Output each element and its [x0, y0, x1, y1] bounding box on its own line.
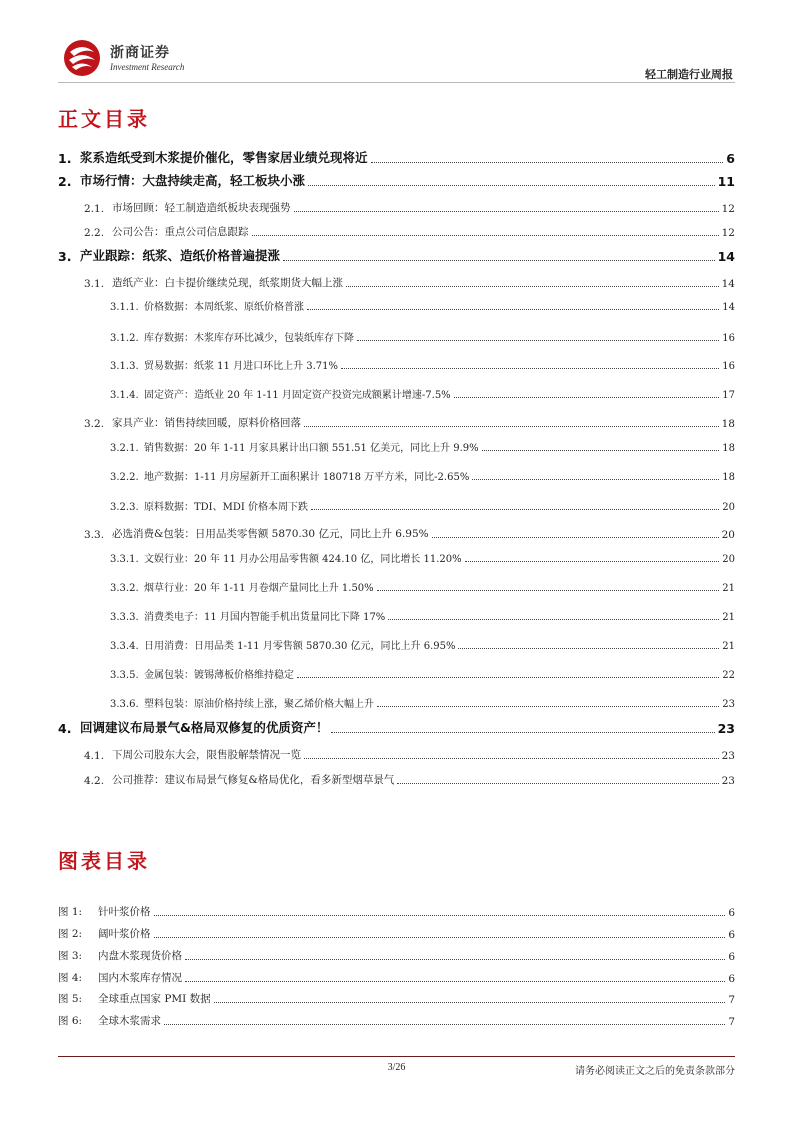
header-divider — [58, 82, 735, 83]
entry-number: 3.3. — [84, 529, 105, 541]
entry-title: 价格数据：本周纸浆、原纸价格普涨 — [144, 302, 304, 313]
entry-number: 3.1.3. — [110, 361, 139, 372]
toc-entry-level-3[interactable] — [110, 607, 735, 623]
dot-leader — [371, 162, 724, 163]
logo-chinese-name: 浙商证券 — [110, 45, 170, 61]
entry-number: 3.1.2. — [110, 333, 139, 344]
entry-number: 3.1. — [84, 278, 105, 290]
entry-title: 市场行情：大盘持续走高，轻工板块小涨 — [80, 173, 306, 188]
entry-number: 3.3.6. — [110, 699, 139, 710]
figure-list-entry[interactable] — [58, 947, 735, 963]
logo-english-name: Investment Research — [110, 62, 185, 72]
entry-title: 文娱行业：20 年 11 月办公用品零售额 424.10 亿，同比增长 11.20% — [144, 554, 462, 565]
toc-entry-level-2[interactable] — [84, 274, 735, 290]
entry-title: 全球木浆需求 — [98, 1015, 161, 1027]
dot-leader — [304, 426, 719, 427]
figure-list-heading: 图表目录 — [58, 849, 150, 873]
figure-list-entry[interactable] — [58, 990, 735, 1006]
entry-title: 市场回顾：轻工制造造纸板块表现强势 — [112, 202, 291, 214]
dot-leader — [164, 1024, 725, 1025]
entry-page-number: 6 — [728, 907, 735, 919]
entry-title: 固定资产：造纸业 20 年 1-11 月固定资产投资完成额累计增速-7.5% — [144, 390, 451, 401]
dot-leader — [283, 260, 715, 261]
toc-entry-level-2[interactable] — [84, 414, 735, 430]
entry-page-number: 14 — [717, 249, 735, 264]
dot-leader — [311, 509, 719, 510]
toc-entry-level-2[interactable] — [84, 771, 735, 787]
entry-title: 浆系造纸受到木浆提价催化，零售家居业绩兑现将近 — [80, 150, 368, 165]
dot-leader — [304, 758, 719, 759]
entry-page-number: 17 — [722, 390, 735, 401]
figure-list-entry[interactable] — [58, 903, 735, 919]
toc-entry-level-3[interactable] — [110, 694, 735, 710]
entry-page-number: 22 — [722, 670, 735, 681]
entry-page-number: 6 — [728, 973, 735, 985]
entry-number: 3.3.4. — [110, 641, 139, 652]
entry-page-number: 6 — [728, 951, 735, 963]
footer-divider — [58, 1056, 735, 1057]
dot-leader — [377, 706, 719, 707]
entry-title: 日用消费：日用品类 1-11 月零售额 5870.30 亿元，同比上升 6.95% — [144, 641, 456, 652]
entry-number: 图 1: — [58, 906, 83, 918]
entry-page-number: 18 — [722, 472, 735, 483]
entry-number: 3.1.1. — [110, 302, 139, 313]
entry-title: 消费类电子：11 月国内智能手机出货量同比下降 17% — [144, 612, 386, 623]
dot-leader — [341, 368, 719, 369]
zheshang-logo-icon — [60, 38, 104, 78]
toc-entry-level-2[interactable] — [84, 199, 735, 215]
entry-page-number: 6 — [726, 151, 735, 166]
company-logo — [60, 38, 185, 78]
dot-leader — [294, 211, 719, 212]
figure-list-entry[interactable] — [58, 925, 735, 941]
figure-list-entry[interactable] — [58, 1012, 735, 1028]
dot-leader — [308, 185, 715, 186]
report-title: 轻工制造行业周报 — [645, 68, 733, 81]
figure-list-entry[interactable] — [58, 969, 735, 985]
toc-heading: 正文目录 — [58, 107, 150, 131]
entry-number: 2.2. — [84, 227, 105, 239]
dot-leader — [252, 235, 719, 236]
entry-page-number: 23 — [717, 721, 735, 736]
entry-number: 3.2.1. — [110, 443, 139, 454]
dot-leader — [331, 732, 714, 733]
dot-leader — [357, 340, 719, 341]
toc-entry-level-3[interactable] — [110, 356, 735, 372]
entry-number: 图 5: — [58, 993, 83, 1005]
entry-number: 1. — [58, 151, 72, 166]
entry-number: 2. — [58, 174, 72, 189]
entry-page-number: 12 — [721, 203, 735, 215]
entry-title: 回调建议布局景气&格局双修复的优质资产！ — [80, 720, 329, 735]
toc-entry-level-3[interactable] — [110, 665, 735, 681]
entry-number: 图 6: — [58, 1015, 83, 1027]
entry-page-number: 6 — [728, 929, 735, 941]
toc-entry-level-3[interactable] — [110, 438, 735, 454]
entry-title: 家具产业：销售持续回暖，原料价格回落 — [112, 417, 301, 429]
entry-title: 内盘木浆现货价格 — [98, 950, 182, 962]
entry-number: 3.3.5. — [110, 670, 139, 681]
entry-title: 造纸产业：白卡提价继续兑现，纸浆期货大幅上涨 — [112, 277, 343, 289]
toc-entry-level-1[interactable] — [58, 173, 735, 189]
toc-entry-level-3[interactable] — [110, 578, 735, 594]
dot-leader — [458, 648, 719, 649]
entry-title: 针叶浆价格 — [98, 906, 151, 918]
entry-page-number: 23 — [721, 750, 735, 762]
entry-title: 全球重点国家 PMI 数据 — [98, 993, 211, 1005]
entry-number: 4.1. — [84, 750, 105, 762]
dot-leader — [154, 937, 726, 938]
entry-number: 2.1. — [84, 203, 105, 215]
entry-page-number: 14 — [721, 278, 735, 290]
entry-title: 国内木浆库存情况 — [98, 972, 182, 984]
entry-page-number: 21 — [722, 641, 735, 652]
entry-page-number: 20 — [722, 502, 735, 513]
toc-entry-level-2[interactable] — [84, 223, 735, 239]
dot-leader — [307, 309, 719, 310]
entry-number: 4. — [58, 721, 72, 736]
entry-number: 3.2.3. — [110, 502, 139, 513]
dot-leader — [346, 286, 719, 287]
entry-title: 公司公告：重点公司信息跟踪 — [112, 226, 249, 238]
entry-page-number: 7 — [728, 994, 735, 1006]
toc-entry-level-3[interactable] — [110, 549, 735, 565]
toc-entry-level-3[interactable] — [110, 385, 735, 401]
entry-number: 3.2. — [84, 418, 105, 430]
dot-leader — [377, 590, 720, 591]
page-number: 3/26 — [387, 1062, 406, 1073]
entry-number: 图 4: — [58, 972, 83, 984]
entry-title: 塑料包装：原油价格持续上涨，聚乙烯价格大幅上升 — [144, 699, 374, 710]
dot-leader — [454, 397, 720, 398]
entry-title: 原料数据：TDI、MDI 价格本周下跌 — [144, 502, 309, 513]
entry-number: 3.1.4. — [110, 390, 139, 401]
toc-entry-level-3[interactable] — [110, 497, 735, 513]
dot-leader — [297, 677, 719, 678]
entry-title: 烟草行业：20 年 1-11 月卷烟产量同比上升 1.50% — [144, 583, 374, 594]
toc-entry-level-2[interactable] — [84, 525, 735, 541]
entry-page-number: 23 — [721, 775, 735, 787]
dot-leader — [397, 783, 718, 784]
entry-page-number: 21 — [722, 583, 735, 594]
entry-number: 3.2.2. — [110, 472, 139, 483]
toc-entry-level-3[interactable] — [110, 467, 735, 483]
entry-title: 必选消费&包装：日用品类零售额 5870.30 亿元，同比上升 6.95% — [112, 528, 429, 540]
entry-number: 3.3.2. — [110, 583, 139, 594]
entry-number: 3. — [58, 249, 72, 264]
entry-page-number: 16 — [722, 361, 735, 372]
toc-entry-level-1[interactable] — [58, 150, 735, 166]
entry-page-number: 16 — [722, 333, 735, 344]
entry-page-number: 20 — [721, 529, 735, 541]
entry-number: 图 3: — [58, 950, 83, 962]
toc-entry-level-1[interactable] — [58, 248, 735, 264]
entry-page-number: 21 — [722, 612, 735, 623]
entry-title: 金属包装：镀锡薄板价格维持稳定 — [144, 670, 294, 681]
dot-leader — [432, 537, 719, 538]
entry-number: 图 2: — [58, 928, 83, 940]
entry-page-number: 7 — [728, 1016, 735, 1028]
entry-page-number: 14 — [722, 302, 735, 313]
footer-disclaimer: 请务必阅读正文之后的免责条款部分 — [575, 1066, 735, 1077]
entry-title: 下周公司股东大会，限售股解禁情况一览 — [112, 749, 301, 761]
entry-page-number: 11 — [717, 174, 735, 189]
toc-entry-level-3[interactable] — [110, 636, 735, 652]
entry-number: 3.3.3. — [110, 612, 139, 623]
entry-title: 贸易数据：纸浆 11 月进口环比上升 3.71% — [144, 361, 339, 372]
dot-leader — [214, 1002, 726, 1003]
entry-number: 4.2. — [84, 775, 105, 787]
dot-leader — [472, 479, 719, 480]
dot-leader — [185, 959, 725, 960]
entry-title: 库存数据：木浆库存环比减少，包装纸库存下降 — [144, 333, 354, 344]
toc-entry-level-1[interactable] — [58, 720, 735, 736]
entry-page-number: 12 — [721, 227, 735, 239]
entry-page-number: 18 — [721, 418, 735, 430]
dot-leader — [185, 981, 725, 982]
entry-page-number: 18 — [722, 443, 735, 454]
entry-title: 公司推荐：建议布局景气修复&格局优化，看多新型烟草景气 — [112, 774, 395, 786]
dot-leader — [465, 561, 720, 562]
dot-leader — [388, 619, 719, 620]
entry-title: 阔叶浆价格 — [98, 928, 151, 940]
toc-entry-level-3[interactable] — [110, 297, 735, 313]
entry-title: 产业跟踪：纸浆、造纸价格普遍提涨 — [80, 248, 281, 263]
entry-number: 3.3.1. — [110, 554, 139, 565]
dot-leader — [482, 450, 720, 451]
entry-page-number: 23 — [722, 699, 735, 710]
entry-page-number: 20 — [722, 554, 735, 565]
toc-entry-level-2[interactable] — [84, 746, 735, 762]
dot-leader — [154, 915, 726, 916]
entry-title: 销售数据：20 年 1-11 月家具累计出口额 551.51 亿美元，同比上升 9.9% — [144, 443, 479, 454]
toc-entry-level-3[interactable] — [110, 328, 735, 344]
entry-title: 地产数据：1-11 月房屋新开工面积累计 180718 万平方米，同比-2.65% — [144, 472, 470, 483]
